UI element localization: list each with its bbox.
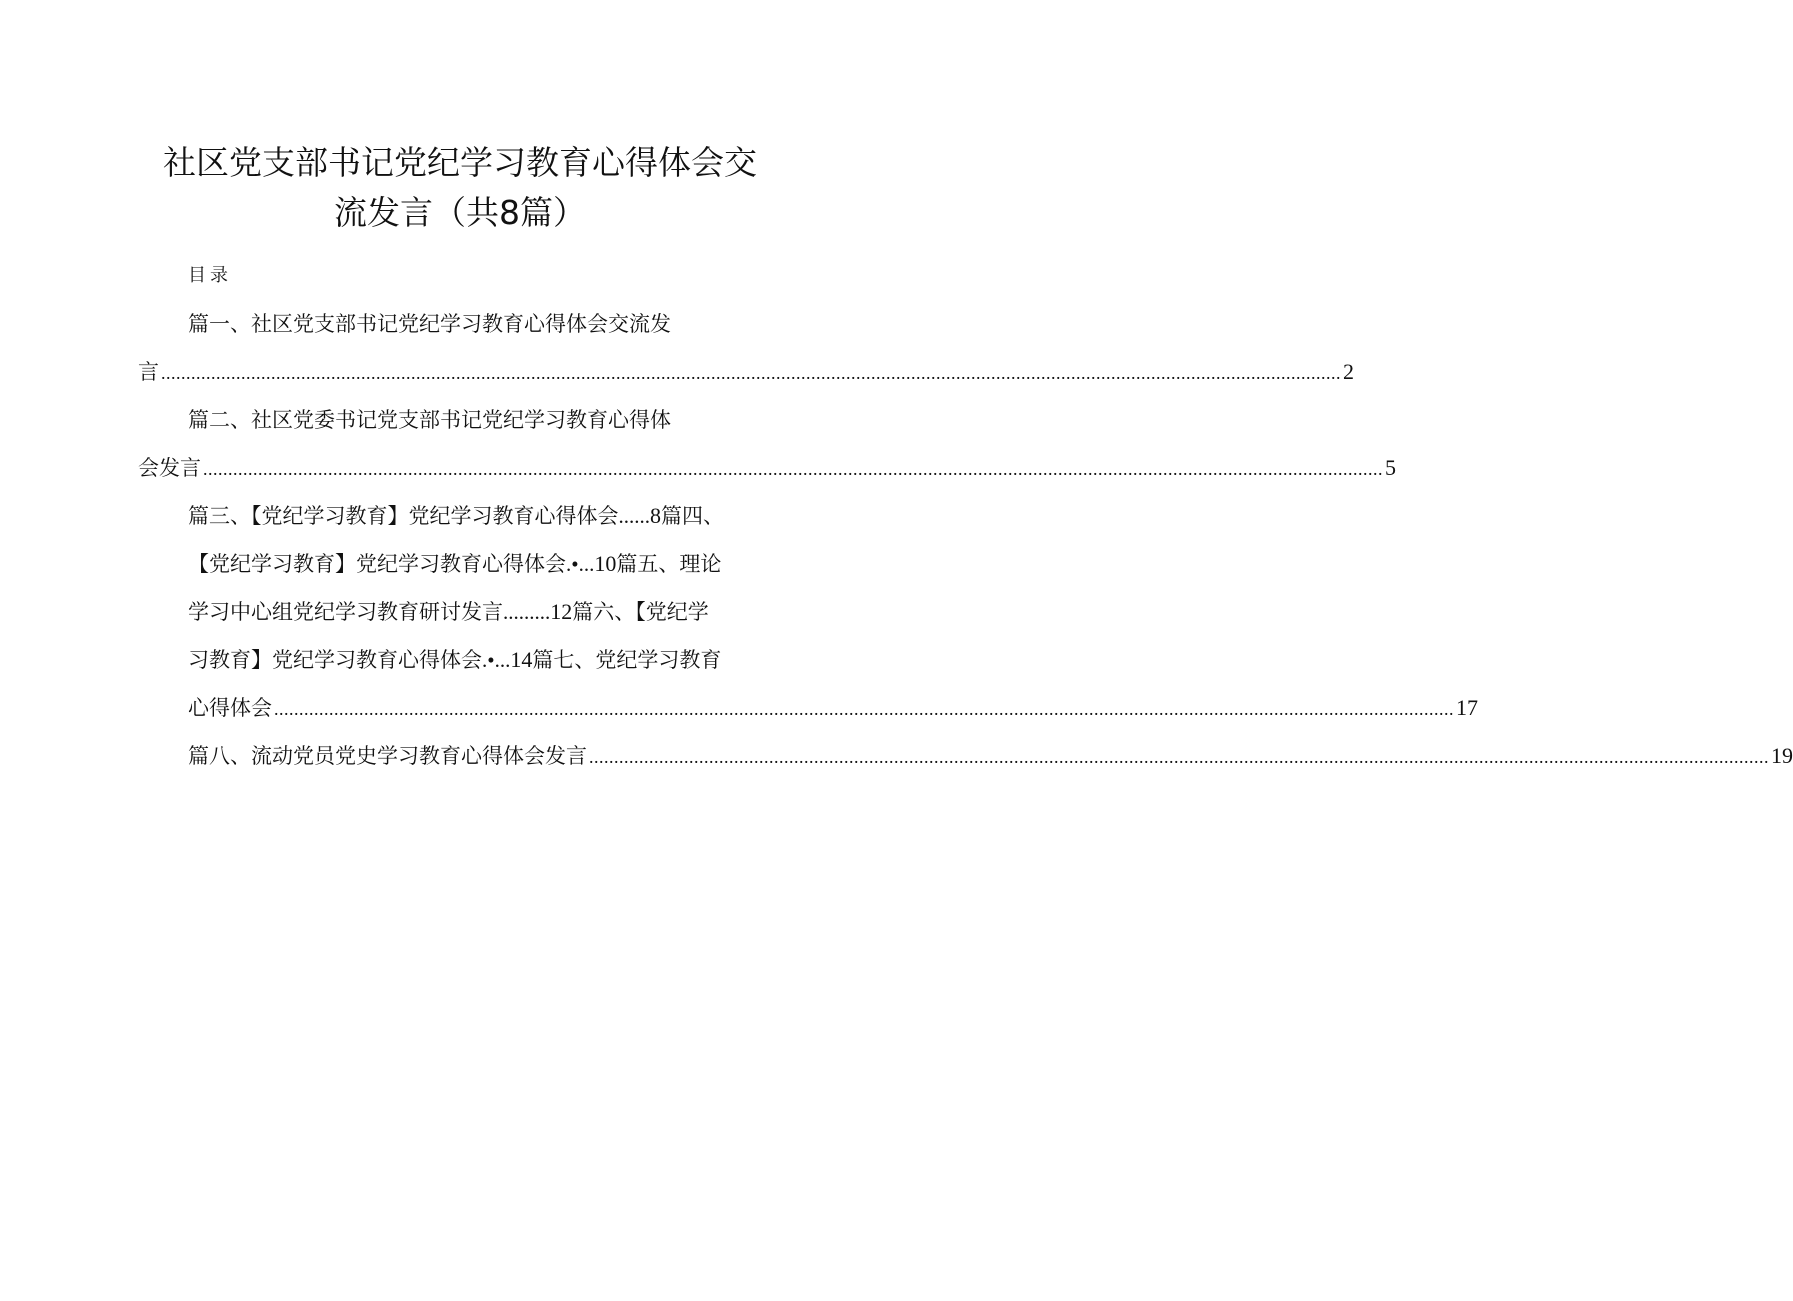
toc-entry-7-leader: ............................................................................................................................................................................................................................................ bbox=[274, 699, 1454, 719]
toc-heading: 目录 bbox=[188, 265, 232, 286]
toc-entry-4-leader: .•... bbox=[566, 552, 595, 576]
toc-run-line-4[interactable] bbox=[188, 644, 721, 676]
toc-entry-1-leader: ............................................................................................................................................................................................................................................ bbox=[161, 363, 1341, 383]
toc-entry-4-text: 【党纪学习教育】党纪学习教育心得体会 bbox=[188, 552, 566, 576]
toc-entry-1-line-2[interactable] bbox=[138, 356, 1354, 389]
toc-entry-3-leader: ...... bbox=[618, 504, 650, 528]
toc-entry-2-leader: ............................................................................................................................................................................................................................................ bbox=[203, 459, 1383, 479]
toc-entry-3-page: 8 bbox=[650, 503, 661, 528]
document-title-line-1: 社区党支部书记党纪学习教育心得体会交 bbox=[163, 143, 757, 182]
toc-entry-8-text: 篇八、流动党员党史学习教育心得体会发言 bbox=[188, 744, 587, 768]
toc-run-line-1[interactable] bbox=[188, 500, 724, 532]
toc-entry-1-text: 言 bbox=[138, 360, 159, 384]
toc-entry-6-text: 习教育】党纪学习教育心得体会 bbox=[188, 648, 482, 672]
toc-entry-1-page: 2 bbox=[1343, 359, 1354, 384]
toc-entry-6-leader: .•... bbox=[482, 648, 511, 672]
toc-entry-7-start: 篇七、党纪学习教育 bbox=[532, 648, 722, 672]
toc-entry-5-leader: ......... bbox=[503, 600, 551, 624]
toc-entry-5-start: 篇五、理论 bbox=[616, 552, 722, 576]
toc-entry-2-line-1[interactable]: 篇二、社区党委书记党支部书记党纪学习教育心得体 bbox=[188, 408, 671, 432]
toc-entry-8-leader: ............................................................................................................................................................................................................................................ bbox=[589, 747, 1769, 767]
toc-entry-7-line[interactable] bbox=[188, 692, 1478, 725]
toc-entry-5-page: 12 bbox=[550, 599, 573, 624]
toc-entry-2-line-2[interactable] bbox=[138, 452, 1396, 485]
toc-entry-6-start: 篇六、【党纪学 bbox=[572, 600, 709, 624]
toc-entry-4-start: 篇四、 bbox=[661, 504, 724, 528]
toc-entry-2-page: 5 bbox=[1385, 455, 1396, 480]
toc-entry-8-line[interactable] bbox=[188, 740, 1793, 773]
toc-entry-5-text: 学习中心组党纪学习教育研讨发言 bbox=[188, 600, 503, 624]
toc-entry-4-page: 10 bbox=[594, 551, 617, 576]
toc-entry-7-page: 17 bbox=[1456, 695, 1478, 720]
toc-entry-3-text: 篇三、【党纪学习教育】党纪学习教育心得体会 bbox=[188, 504, 619, 528]
toc-run-line-3[interactable] bbox=[188, 596, 709, 628]
document-title-line-2: 流发言（共8篇） bbox=[334, 193, 586, 232]
toc-entry-8-page: 19 bbox=[1771, 743, 1793, 768]
toc-run-line-2[interactable] bbox=[188, 548, 721, 580]
toc-entry-7-text: 心得体会 bbox=[188, 696, 272, 720]
toc-entry-2-text: 会发言 bbox=[138, 456, 201, 480]
toc-entry-6-page: 14 bbox=[510, 647, 533, 672]
toc-entry-1-line-1[interactable]: 篇一、社区党支部书记党纪学习教育心得体会交流发 bbox=[188, 312, 671, 336]
